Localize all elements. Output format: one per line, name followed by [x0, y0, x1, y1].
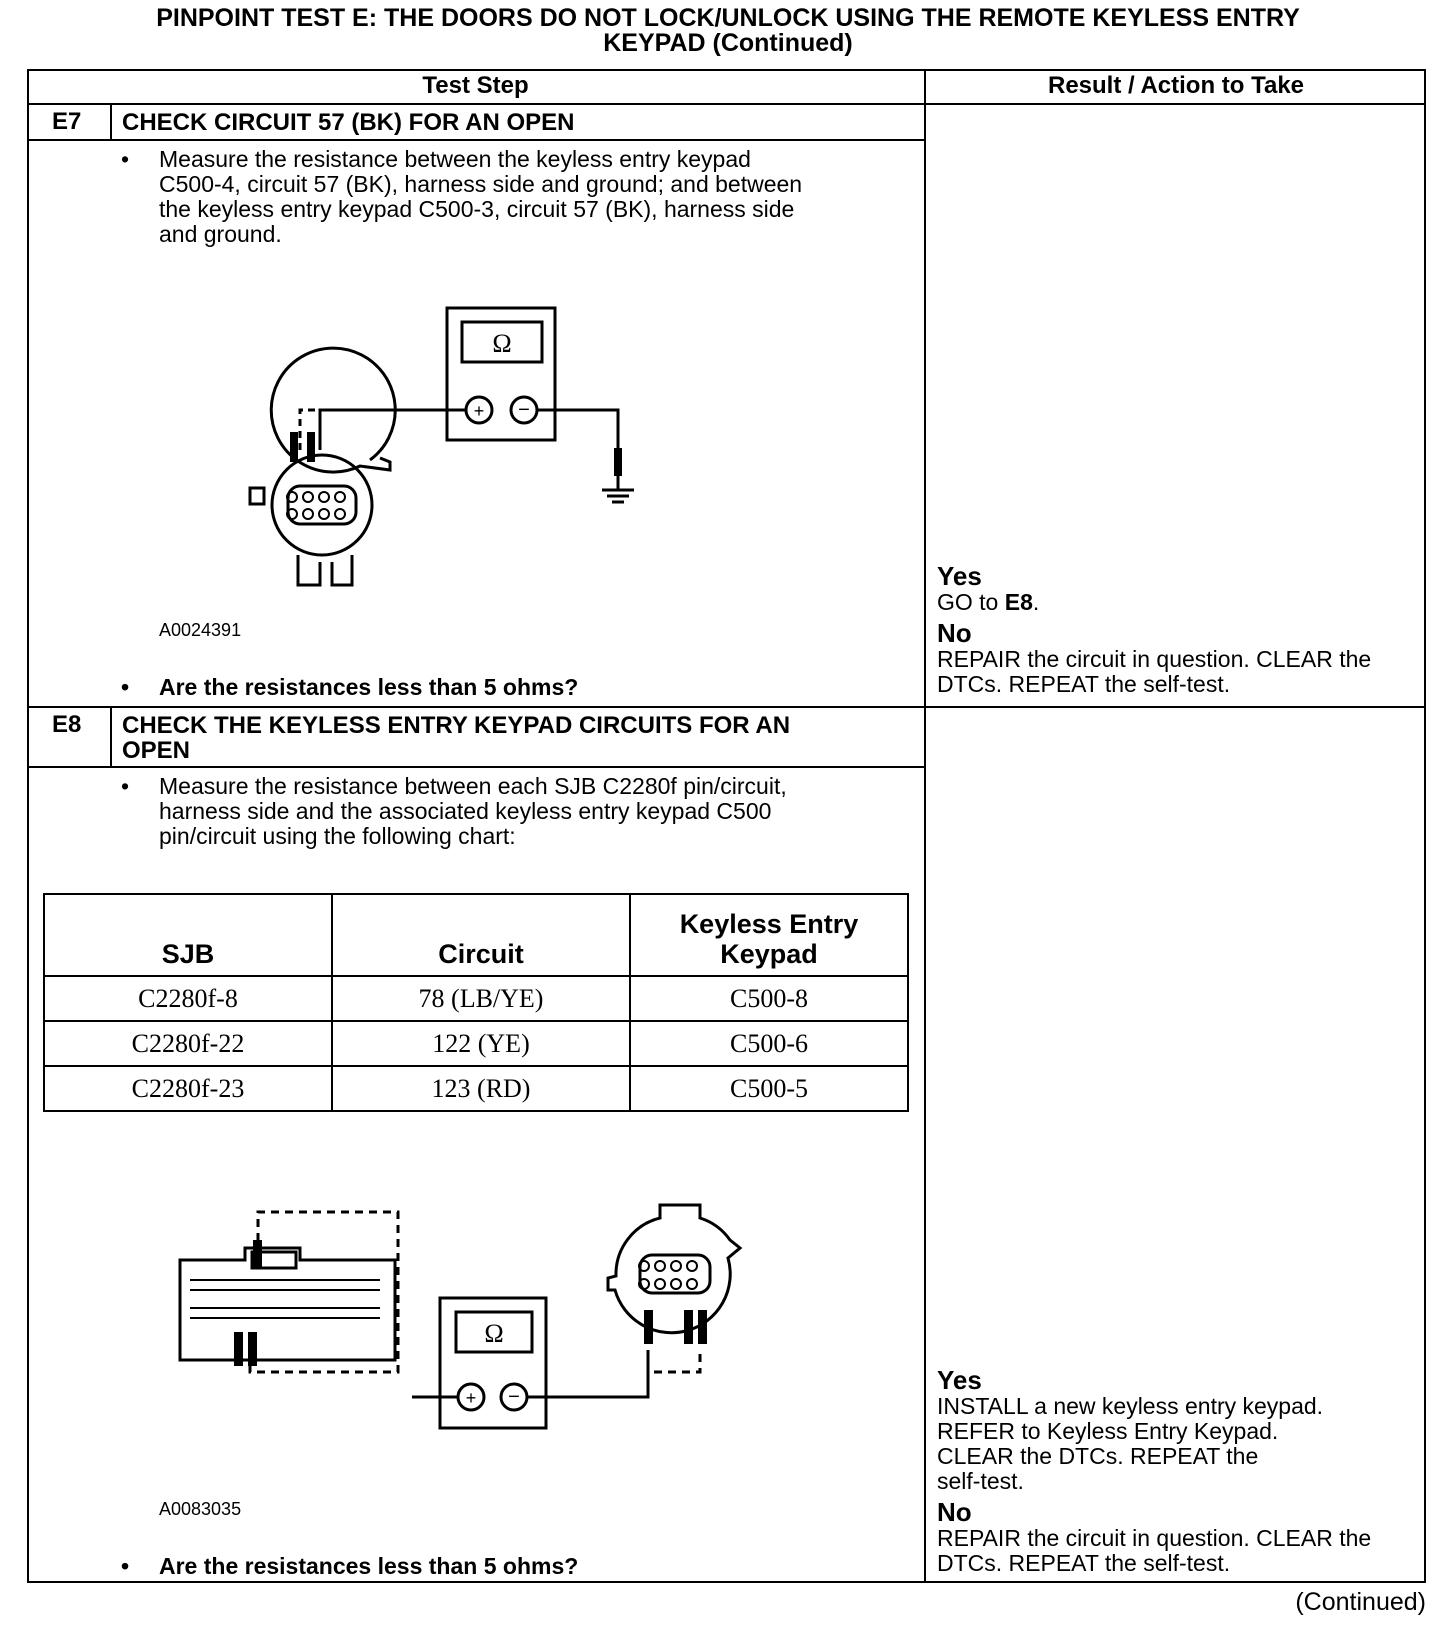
e7-yes-action — [937, 590, 1371, 615]
step-title-e8-line: OPEN — [122, 737, 191, 764]
e8-question — [121, 1553, 579, 1579]
probe-2 — [307, 432, 315, 462]
e8-yes-action-line: CLEAR the DTCs. REPEAT the — [937, 1443, 1259, 1469]
e7-result — [937, 562, 1371, 697]
cell-keypad: C500-8 — [630, 976, 908, 1021]
step-id-e7: E7 — [52, 108, 82, 135]
e8-question-text: Are the resistances less than 5 ohms? — [159, 1553, 579, 1579]
step-id-e8: E8 — [52, 711, 82, 738]
table-row — [44, 976, 908, 1021]
bullet-icon: • — [121, 674, 130, 700]
e7-instruction-line: the keyless entry keypad C500-3, circuit 57 (BK), harness side — [159, 196, 795, 222]
sjb-probe-top — [253, 1240, 262, 1268]
plus-symbol: + — [473, 401, 485, 421]
step-title-e8 — [122, 713, 790, 763]
e7-e8-divider — [27, 706, 1426, 708]
connector-tab — [298, 555, 352, 585]
e7-yes-suffix: . — [1032, 589, 1040, 615]
e8-yes-action-line: REFER to Keyless Entry Keypad. — [937, 1418, 1279, 1444]
step-title-e8-line: CHECK THE KEYLESS ENTRY KEYPAD CIRCUITS FOR AN — [122, 712, 791, 739]
ohm-symbol: Ω — [492, 329, 512, 358]
e7-title-divider — [27, 139, 926, 141]
minus-symbol: − — [508, 1386, 520, 1408]
bullet-icon: • — [121, 1553, 130, 1579]
ohm-symbol: Ω — [484, 1319, 504, 1348]
cell-sjb: C2280f-22 — [44, 1021, 332, 1066]
keypad-probe-2 — [684, 1310, 693, 1344]
continued-note: (Continued) — [1295, 1588, 1426, 1616]
step-id-divider-e7 — [110, 103, 112, 141]
sjb-connector-body — [180, 1248, 395, 1360]
page-title-line2: KEYPAD (Continued) — [603, 29, 853, 57]
e8-figure-id: A0083035 — [159, 1499, 242, 1519]
chart-header-sjb: SJB — [44, 894, 332, 976]
cell-keypad: C500-6 — [630, 1021, 908, 1066]
column-divider — [924, 69, 926, 1583]
cell-sjb: C2280f-23 — [44, 1066, 332, 1111]
step-title-e7: CHECK CIRCUIT 57 (BK) FOR AN OPEN — [122, 109, 575, 136]
e7-instruction-line: Measure the resistance between the keyless entry keypad — [159, 146, 751, 172]
table-row — [44, 1066, 908, 1111]
sjb-probe-bottom-1 — [234, 1332, 243, 1366]
sjb-probe-bottom-2 — [248, 1332, 257, 1366]
e7-no-action-line: REPAIR the circuit in question. CLEAR the — [937, 646, 1372, 672]
header-test-step: Test Step — [422, 72, 529, 99]
cell-keypad: C500-5 — [630, 1066, 908, 1111]
e7-yes-prefix: GO to — [937, 589, 1005, 615]
e8-yes-action-line: self-test. — [937, 1468, 1024, 1494]
minus-symbol: − — [518, 399, 530, 421]
e7-question-text: Are the resistances less than 5 ohms? — [159, 674, 579, 700]
e7-diagram — [240, 300, 660, 600]
e7-question — [121, 674, 579, 700]
chart-header-circuit: Circuit — [332, 894, 630, 976]
bullet-icon: • — [121, 773, 130, 799]
chart-header-keypad-line: Keypad — [720, 939, 818, 969]
e7-yes-target: E8 — [1004, 589, 1033, 615]
e8-diagram — [170, 1200, 760, 1440]
keypad-probe-3 — [698, 1310, 707, 1344]
keypad-connector-shell — [608, 1205, 740, 1333]
probe-1 — [290, 432, 298, 462]
header-divider — [27, 103, 1426, 105]
step-id-divider-e8 — [110, 706, 112, 768]
e7-instruction — [121, 146, 803, 247]
plus-symbol: + — [465, 1388, 477, 1408]
chart-header-keypad — [630, 894, 908, 976]
e8-title-divider — [27, 766, 926, 768]
cell-circuit: 123 (RD) — [332, 1066, 630, 1111]
e7-instruction-line: C500-4, circuit 57 (BK), harness side and ground; and between — [159, 171, 803, 197]
page-title — [0, 6, 1456, 56]
keypad-probe-1 — [644, 1310, 653, 1344]
chart-header-row — [44, 894, 908, 976]
e8-no-label: No — [937, 1497, 972, 1527]
chart-header-keypad-line: Keyless Entry — [679, 909, 859, 939]
dashed-lead-keypad — [648, 1350, 700, 1372]
e8-instruction-line: Measure the resistance between each SJB C2280f pin/circuit, — [159, 773, 787, 799]
e7-no-action-line: DTCs. REPEAT the self-test. — [937, 671, 1231, 697]
dashed-lead-sjb — [250, 1212, 398, 1372]
e8-instruction — [121, 773, 787, 849]
sjb-pin-row-1 — [190, 1280, 380, 1290]
header-result-action: Result / Action to Take — [1047, 72, 1305, 99]
e8-no-action-line: DTCs. REPEAT the self-test. — [937, 1550, 1231, 1576]
page-title-line1: PINPOINT TEST E: THE DOORS DO NOT LOCK/UNLOCK USING THE REMOTE KEYLESS ENTRY — [156, 4, 1300, 32]
pin-circuit-chart — [43, 893, 909, 1112]
e8-yes-action-line: INSTALL a new keyless entry keypad. — [937, 1393, 1324, 1419]
cell-circuit: 78 (LB/YE) — [332, 976, 630, 1021]
e7-instruction-line: and ground. — [159, 221, 282, 247]
cell-circuit: 122 (YE) — [332, 1021, 630, 1066]
e8-instruction-line: pin/circuit using the following chart: — [159, 823, 516, 849]
bullet-icon: • — [121, 146, 130, 172]
connector-latch — [250, 488, 264, 504]
e7-no-label: No — [937, 618, 972, 648]
sjb-pin-row-2 — [190, 1308, 380, 1318]
e8-result — [937, 1366, 1371, 1576]
ground-probe — [614, 448, 622, 476]
e8-no-action-line: REPAIR the circuit in question. CLEAR the — [937, 1525, 1372, 1551]
e8-yes-label: Yes — [937, 1365, 982, 1395]
e8-instruction-line: harness side and the associated keyless entry keypad C500 — [159, 798, 772, 824]
e7-yes-label: Yes — [937, 561, 982, 591]
cell-sjb: C2280f-8 — [44, 976, 332, 1021]
e7-figure-id: A0024391 — [159, 620, 242, 640]
table-row — [44, 1021, 908, 1066]
